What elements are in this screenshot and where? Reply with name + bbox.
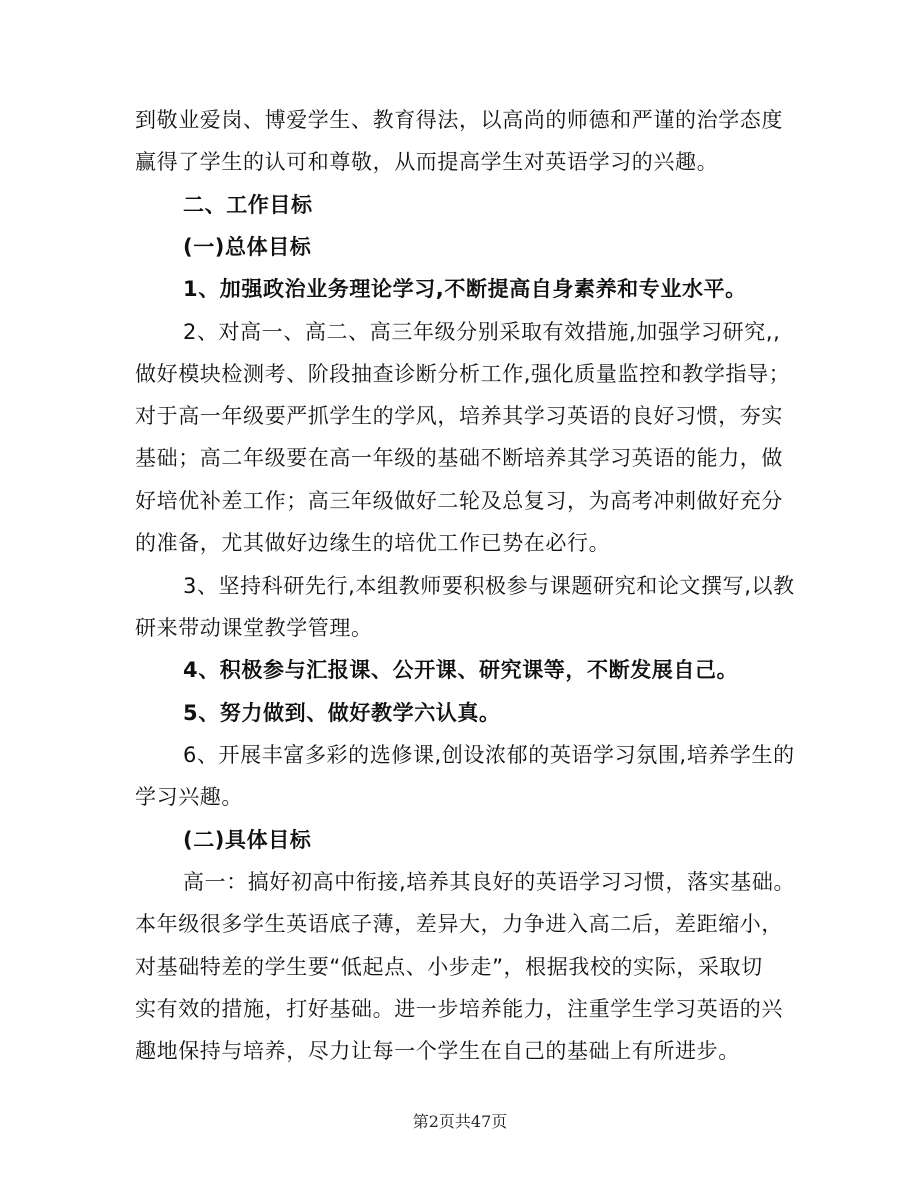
subsection-heading: (二)具体目标 bbox=[183, 828, 312, 852]
section-heading: 二、工作目标 bbox=[183, 193, 313, 217]
grade-paragraph-start: 高一：搞好初高中衔接,培养其良好的英语学习习惯，落实基础。 bbox=[183, 870, 796, 894]
subsection-heading: (一)总体目标 bbox=[183, 235, 312, 259]
goal-item-6: 6、开展丰富多彩的选修课,创设浓郁的英语学习氛围,培养学生的 bbox=[183, 743, 795, 767]
goal-item-4: 4、积极参与汇报课、公开课、研究课等，不断发展自己。 bbox=[183, 658, 739, 682]
goal-item-5: 5、努力做到、做好教学六认真。 bbox=[183, 701, 501, 725]
paragraph-line: 本年级很多学生英语底子薄，差异大，力争进入高二后，差距缩小， bbox=[135, 912, 783, 936]
paragraph-line: 赢得了学生的认可和尊敬，从而提高学生对英语学习的兴趣。 bbox=[135, 150, 719, 174]
paragraph-line: 基础；高二年级要在高一年级的基础不断培养其学习英语的能力，做 bbox=[135, 446, 783, 470]
paragraph-line: 对基础特差的学生要“低起点、小步走”，根据我校的实际，采取切 bbox=[135, 955, 763, 979]
paragraph-line: 学习兴趣。 bbox=[135, 785, 243, 809]
goal-item-1: 1、加强政治业务理论学习,不断提高自身素养和专业水平。 bbox=[183, 277, 747, 301]
paragraph-line: 对于高一年级要严抓学生的学风，培养其学习英语的良好习惯，夯实 bbox=[135, 404, 783, 428]
page-number: 第2页共47页 bbox=[412, 1112, 508, 1131]
paragraph-line: 研来带动课堂教学管理。 bbox=[135, 616, 373, 640]
paragraph-line: 好培优补差工作；高三年级做好二轮及总复习，为高考冲刺做好充分 bbox=[135, 489, 783, 513]
goal-item-2: 2、对高一、高二、高三年级分别采取有效措施,加强学习研究,, bbox=[183, 320, 781, 344]
paragraph-line: 趣地保持与培养，尽力让每一个学生在自己的基础上有所进步。 bbox=[135, 1039, 740, 1063]
paragraph-line: 到敬业爱岗、博爱学生、教育得法，以高尚的师德和严谨的治学态度 bbox=[135, 108, 783, 132]
paragraph-line: 做好模块检测考、阶段抽查诊断分析工作,强化质量监控和教学指导； bbox=[135, 362, 791, 386]
goal-item-3: 3、坚持科研先行,本组教师要积极参与课题研究和论文撰写,以教 bbox=[183, 574, 795, 598]
paragraph-line: 实有效的措施，打好基础。进一步培养能力，注重学生学习英语的兴 bbox=[135, 997, 783, 1021]
paragraph-line: 的准备，尤其做好边缘生的培优工作已势在必行。 bbox=[135, 531, 611, 555]
